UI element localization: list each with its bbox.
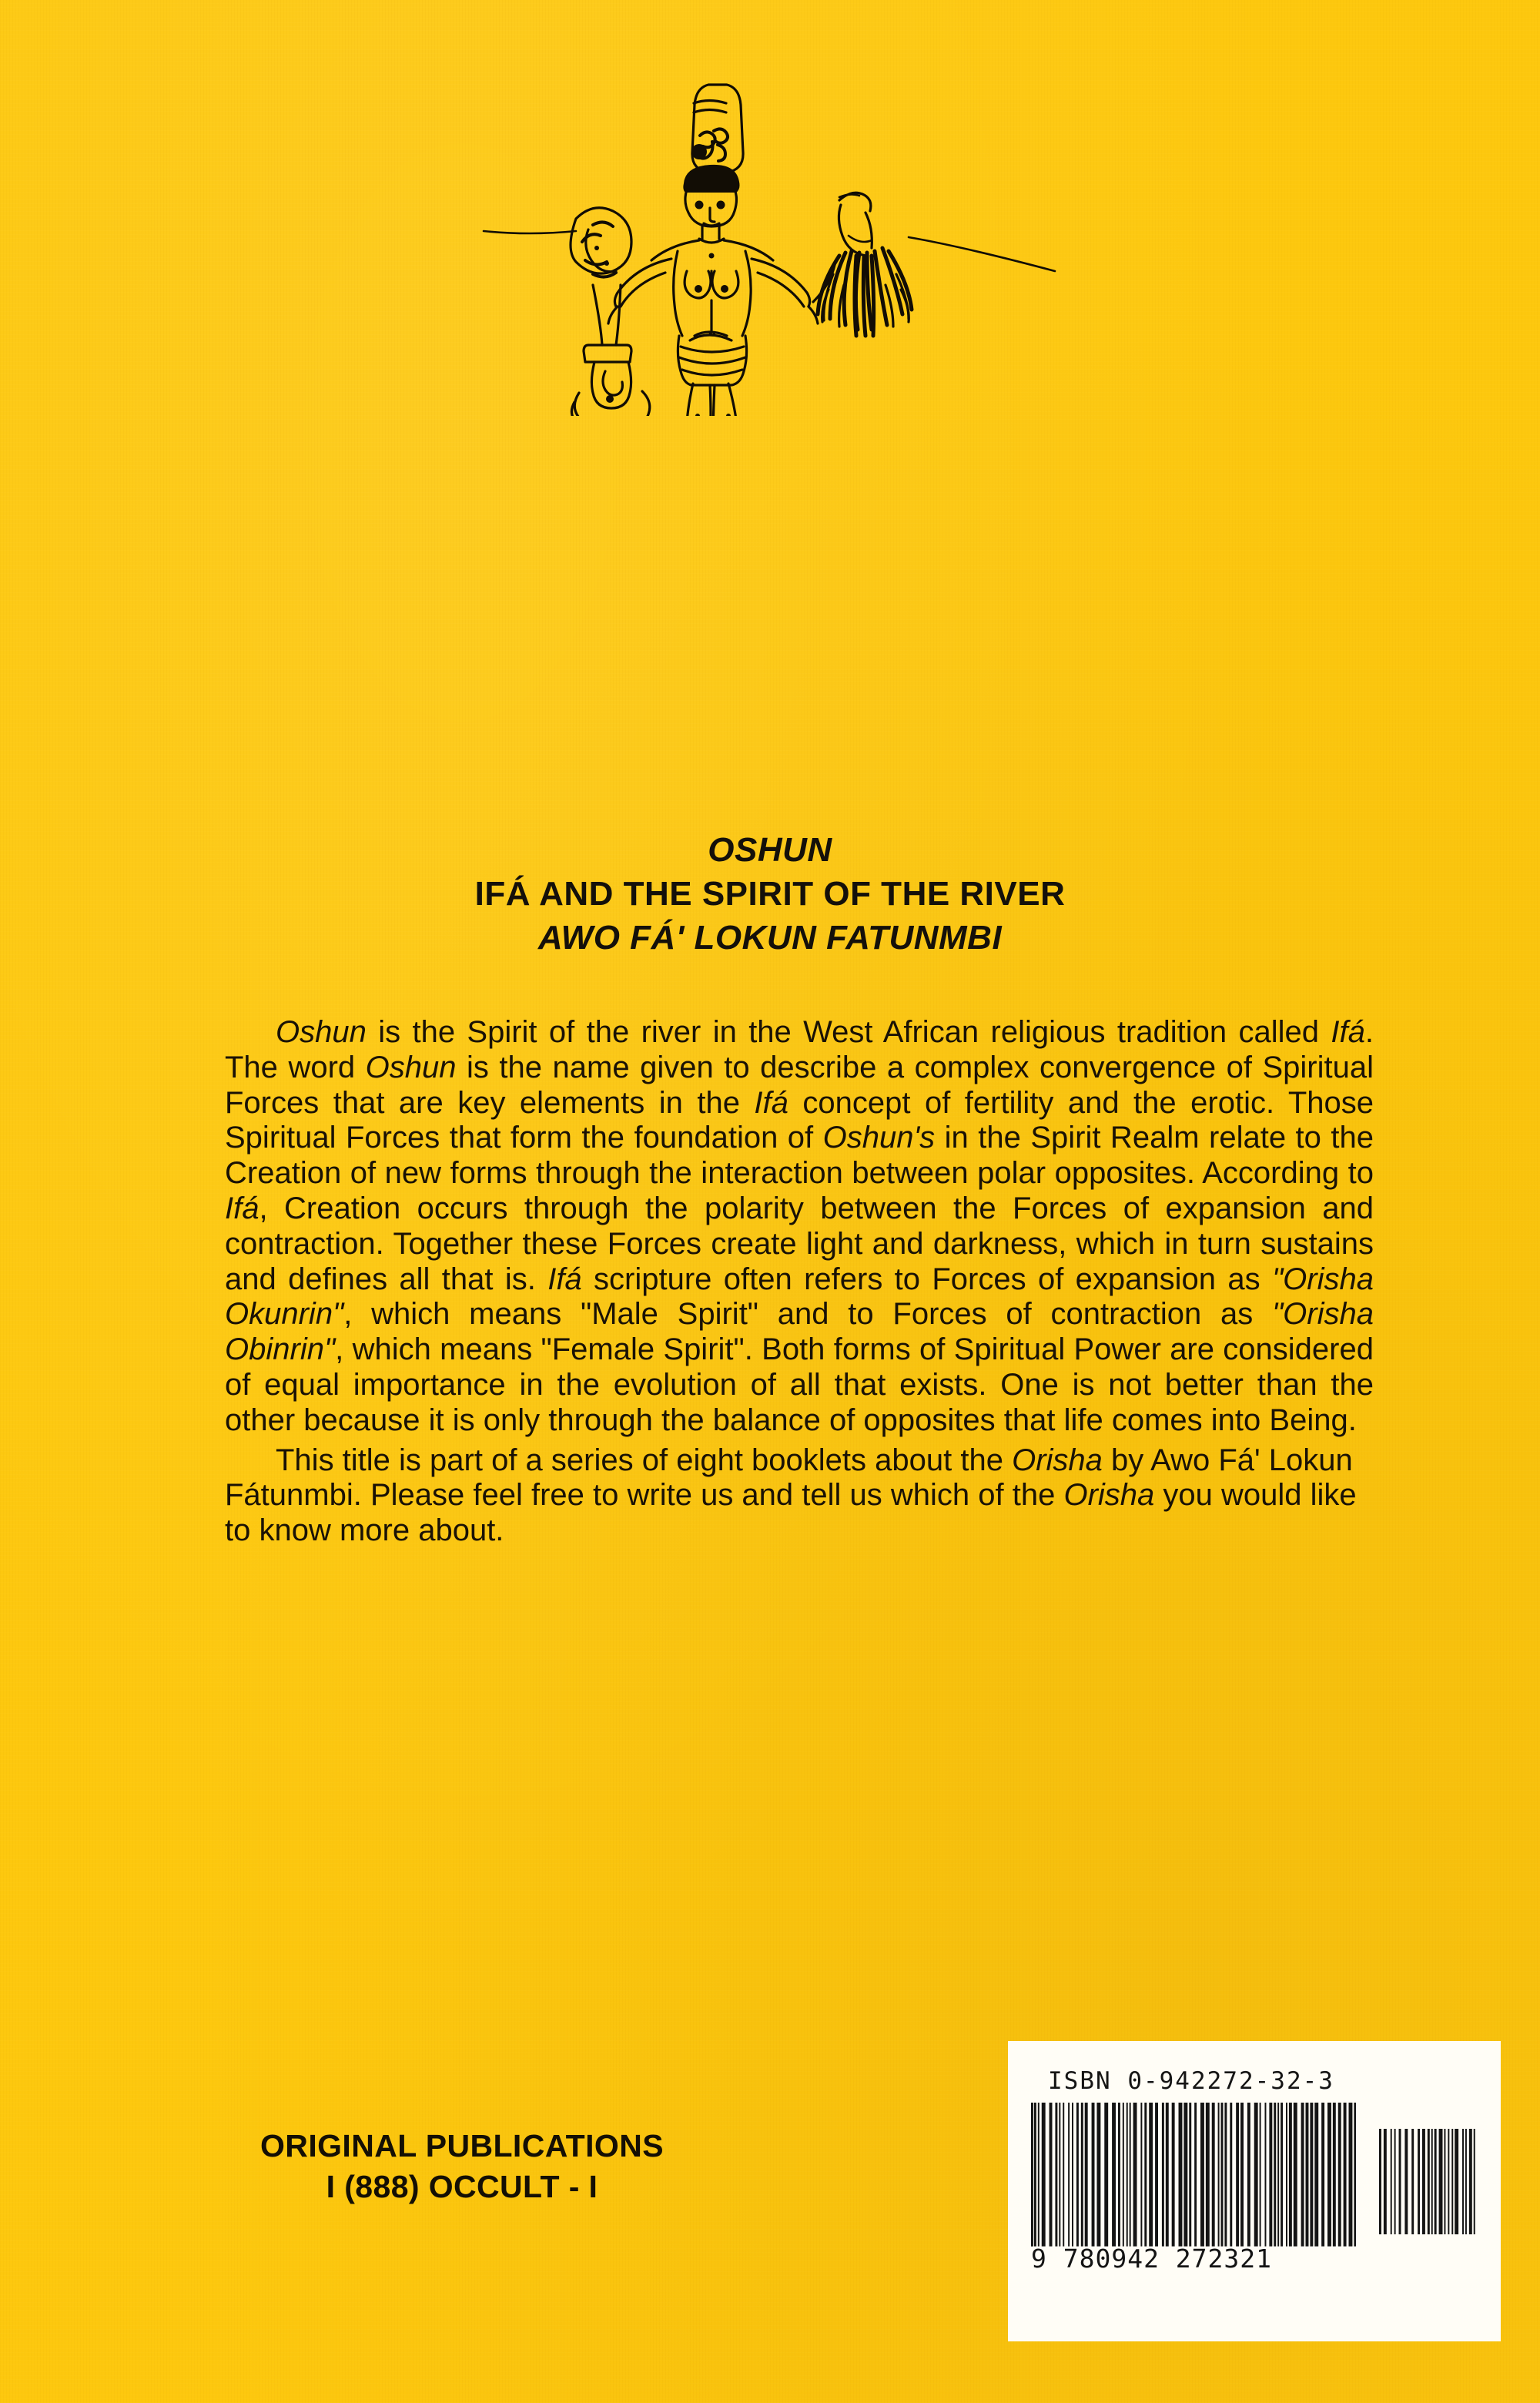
- oshun-figure-line-drawing: [477, 54, 1063, 416]
- ean13-digits: 9 780942 272321: [1031, 2243, 1273, 2274]
- barcode-panel: [1008, 2041, 1501, 2341]
- gourd-icon: [571, 285, 649, 416]
- ean5-addon-barcode: [1379, 2103, 1478, 2234]
- blurb-text: [225, 1015, 1374, 1549]
- blurb-paragraph-2: This title is part of a series of eight booklets about the Orisha by Awo Fá' Lokun Fátunmbi. Please feel free to write us and tell us which of the Orisha you would like to know more about.: [225, 1443, 1357, 1548]
- book-title: OSHUN: [708, 831, 832, 869]
- publisher-name: ORIGINAL PUBLICATIONS: [260, 2128, 664, 2163]
- isbn-label: ISBN 0-942272-32-3: [1048, 2067, 1334, 2095]
- fly-whisk-icon: [818, 193, 912, 336]
- publisher-block: [177, 2126, 747, 2208]
- publisher-phone: I (888) OCCULT - I: [326, 2169, 598, 2205]
- ean13-barcode: [1031, 2103, 1356, 2274]
- book-subtitle: IFÁ AND THE SPIRIT OF THE RIVER: [474, 875, 1066, 913]
- head-vessel-icon: [691, 85, 743, 173]
- fan-icon: [571, 208, 631, 277]
- barcode-bars-row: [1031, 2103, 1478, 2324]
- book-author: AWO FÁ' LOKUN FATUNMBI: [537, 919, 1003, 957]
- blurb-paragraph-1: Oshun is the Spirit of the river in the West African religious tradition called Ifá. The word Oshun is the name given to describe a complex convergence of Spiritual Forces that are key elements in the Ifá concept of fertility and the erotic. Those Spiritual Forces that form the foundation of Oshun's in the Spirit Realm relate to the Creation of new forms through the interaction between polar opposites. According to Ifá, Creation occurs through the polarity between the Forces of expansion and contraction. Together these Forces create light and darkness, which in turn sustains and defines all that is. Ifá scripture often refers to Forces of expansion as "Orisha Okunrin", which means "Male Spirit" and to Forces of contraction as "Orisha Obinrin", which means "Female Spirit". Both forms of Spiritual Power are considered of equal importance in the evolution of all that exists. One is not better than the other because it is only through the balance of opposites that life comes into Being.: [225, 1015, 1374, 1437]
- title-block: [0, 828, 1540, 960]
